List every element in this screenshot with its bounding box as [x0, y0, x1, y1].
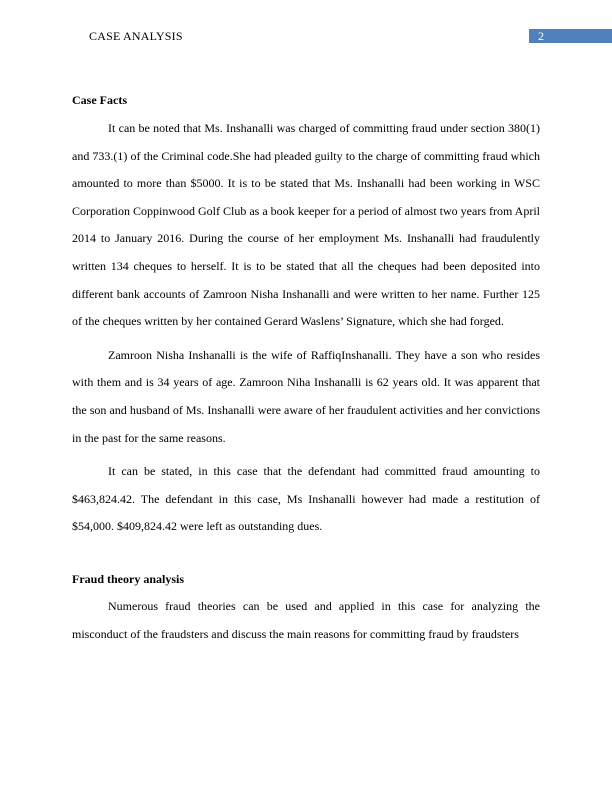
- section-heading-fraud-theory: Fraud theory analysis: [72, 571, 185, 586]
- page-number-badge: 2: [529, 29, 612, 43]
- case-facts-paragraph-1: It can be noted that Ms. Inshanalli was charged of committing fraud under section 380(1) and 733.(1) of the Criminal code.She had pleaded guilty to the charge of committing fraud which amounted to more than $5000. It is to be stated that Ms. Inshanalli had been working in WSC Corporation Coppinwood Golf Club as a book keeper for a period of almost two years from April 2014 to January 2016. During the course of her employment Ms. Inshanalli had fraudulently written 134 cheques to herself. It is to be stated that all the cheques had been deposited into different bank accounts of Zamroon Nisha Inshanalli and were written to her name. Further 125 of the cheques written by her contained Gerard Waslens’ Signature, which she had forged.: [72, 121, 540, 329]
- running-head: CASE ANALYSIS: [89, 29, 183, 43]
- fraud-theory-paragraph-1: Numerous fraud theories can be used and applied in this case for analyzing the misconduct of the fraudsters and discuss the main reasons for committing fraud by fraudsters: [72, 598, 540, 641]
- case-facts-paragraph-2: Zamroon Nisha Inshanalli is the wife of RaffiqInshanalli. They have a son who resides with them and is 34 years of age. Zamroon Niha Inshanalli is 62 years old. It was apparent that the son and husband of Ms. Inshanalli were aware of her fraudulent activities and her convictions in the past for the same reasons.: [72, 347, 540, 445]
- case-facts-paragraph-3: It can be stated, in this case that the defendant had committed fraud amounting to $463,824.42. The defendant in this case, Ms Inshanalli however had made a restitution of $54,000. $409,824.42 were left as outstanding dues.: [72, 464, 540, 534]
- section-heading-case-facts: Case Facts: [72, 93, 127, 107]
- document-body: [72, 92, 540, 648]
